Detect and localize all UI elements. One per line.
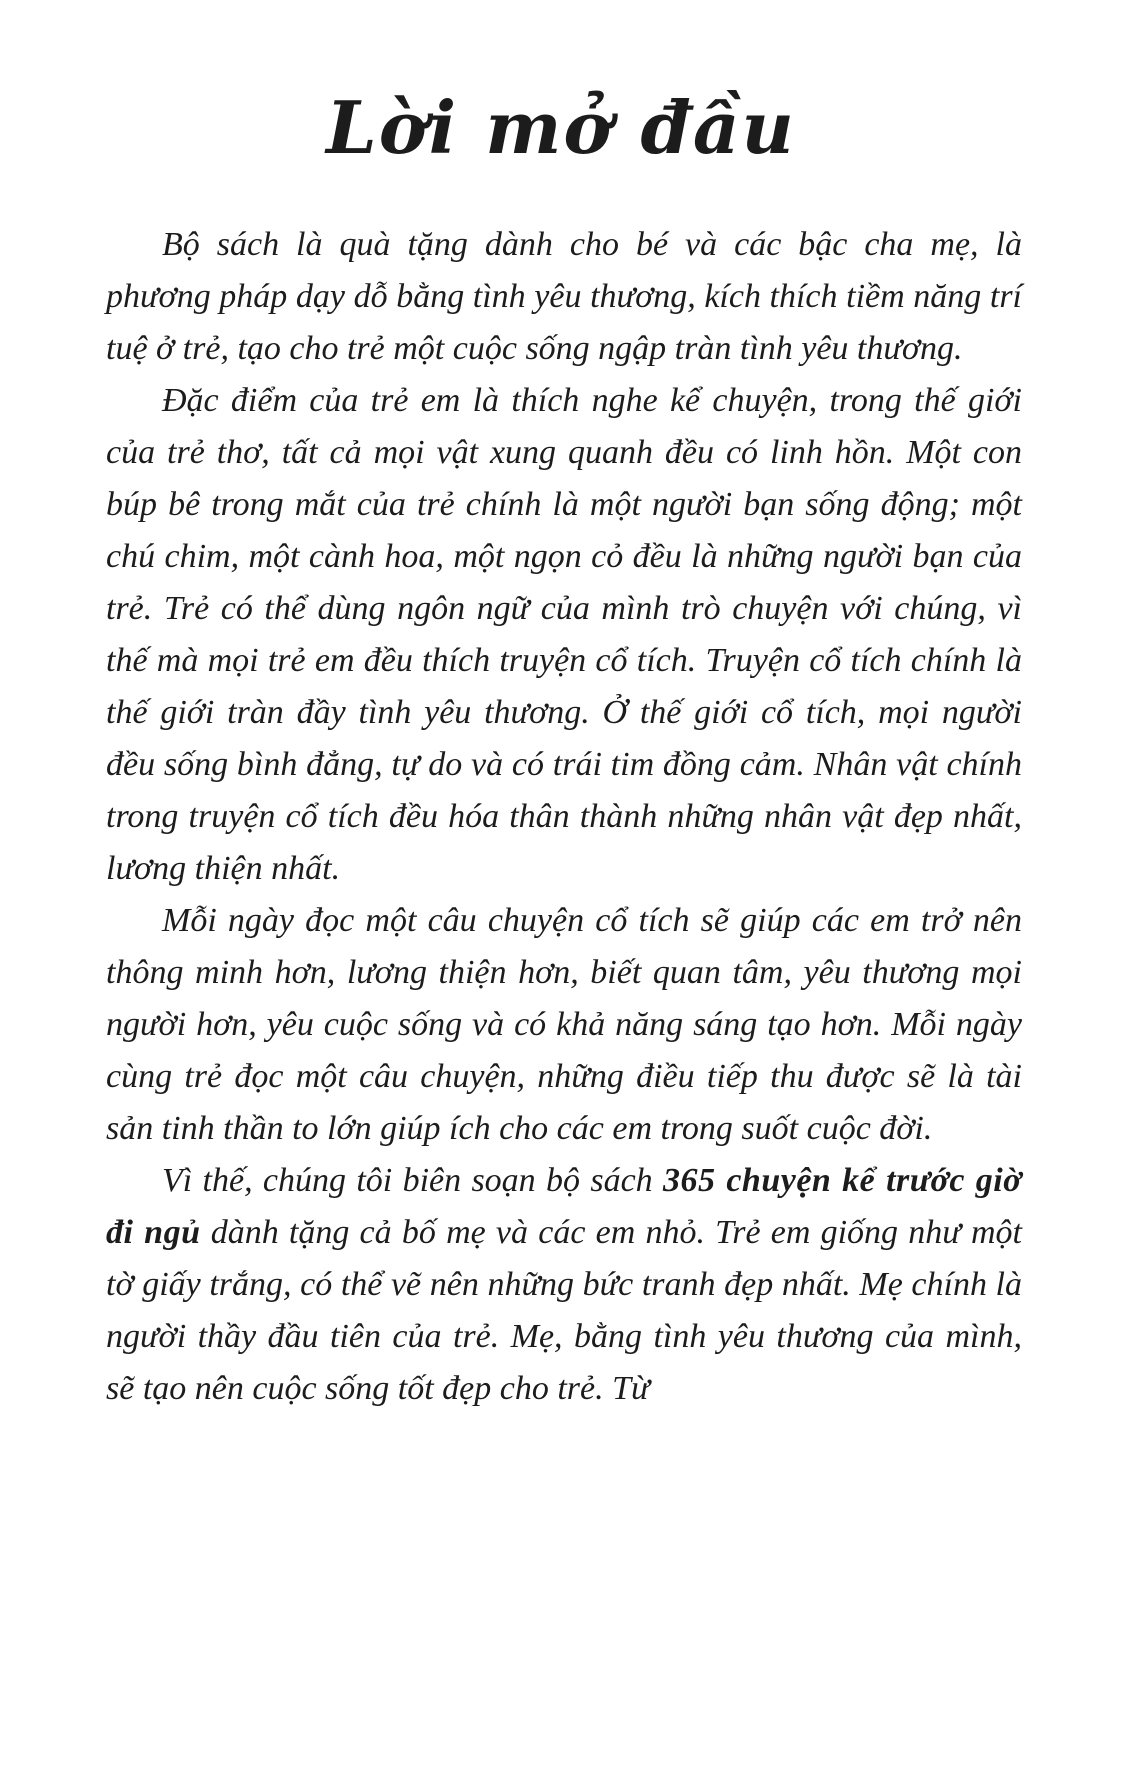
preface-body <box>106 219 1022 1415</box>
preface-paragraph: Mỗi ngày đọc một câu chuyện cổ tích sẽ giúp các em trở nên thông minh hơn, lương thiện hơn, biết quan tâm, yêu thương mọi người hơn, yêu cuộc sống và có khả năng sáng tạo hơn. Mỗi ngày cùng trẻ đọc một câu chuyện, những điều tiếp thu được sẽ là tài sản tinh thần to lớn giúp ích cho các em trong suốt cuộc đời. <box>106 902 1022 1148</box>
book-title-emphasis: 365 chuyện kể trước giờ đi ngủ <box>106 1162 1022 1252</box>
preface-paragraph: Đặc điểm của trẻ em là thích nghe kể chuyện, trong thế giới của trẻ thơ, tất cả mọi vật xung quanh đều có linh hồn. Một con búp bê trong mắt của trẻ chính là một người bạn sống động; một chú chim, một cành hoa, một ngọn cỏ đều là những người bạn của trẻ. Trẻ có thể dùng ngôn ngữ của mình trò chuyện với chúng, vì thế mà mọi trẻ em đều thích truyện cổ tích. Truyện cổ tích chính là thế giới tràn đầy tình yêu thương. Ở thế giới cổ tích, mọi người đều sống bình đẳng, tự do và có trái tim đồng cảm. Nhân vật chính trong truyện cổ tích đều hóa thân thành những nhân vật đẹp nhất, lương thiện nhất. <box>106 382 1022 888</box>
paragraph-text-before: Vì thế, chúng tôi biên soạn bộ sách <box>162 1162 663 1200</box>
page-title: Lời mở đầu <box>326 85 796 170</box>
preface-paragraph: Bộ sách là quà tặng dành cho bé và các bậc cha mẹ, là phương pháp dạy dỗ bằng tình yêu thương, kích thích tiềm năng trí tuệ ở trẻ, tạo cho trẻ một cuộc sống ngập tràn tình yêu thương. <box>106 226 1022 368</box>
preface-paragraph <box>106 1155 1022 1415</box>
paragraph-text-after: dành tặng cả bố mẹ và các em nhỏ. Trẻ em giống như một tờ giấy trắng, có thể vẽ nên những bức tranh đẹp nhất. Mẹ chính là người thầy đầu tiên của trẻ. Mẹ, bằng tình yêu thương của mình, sẽ tạo nên cuộc sống tốt đẹp cho trẻ. Từ <box>106 1214 1023 1408</box>
